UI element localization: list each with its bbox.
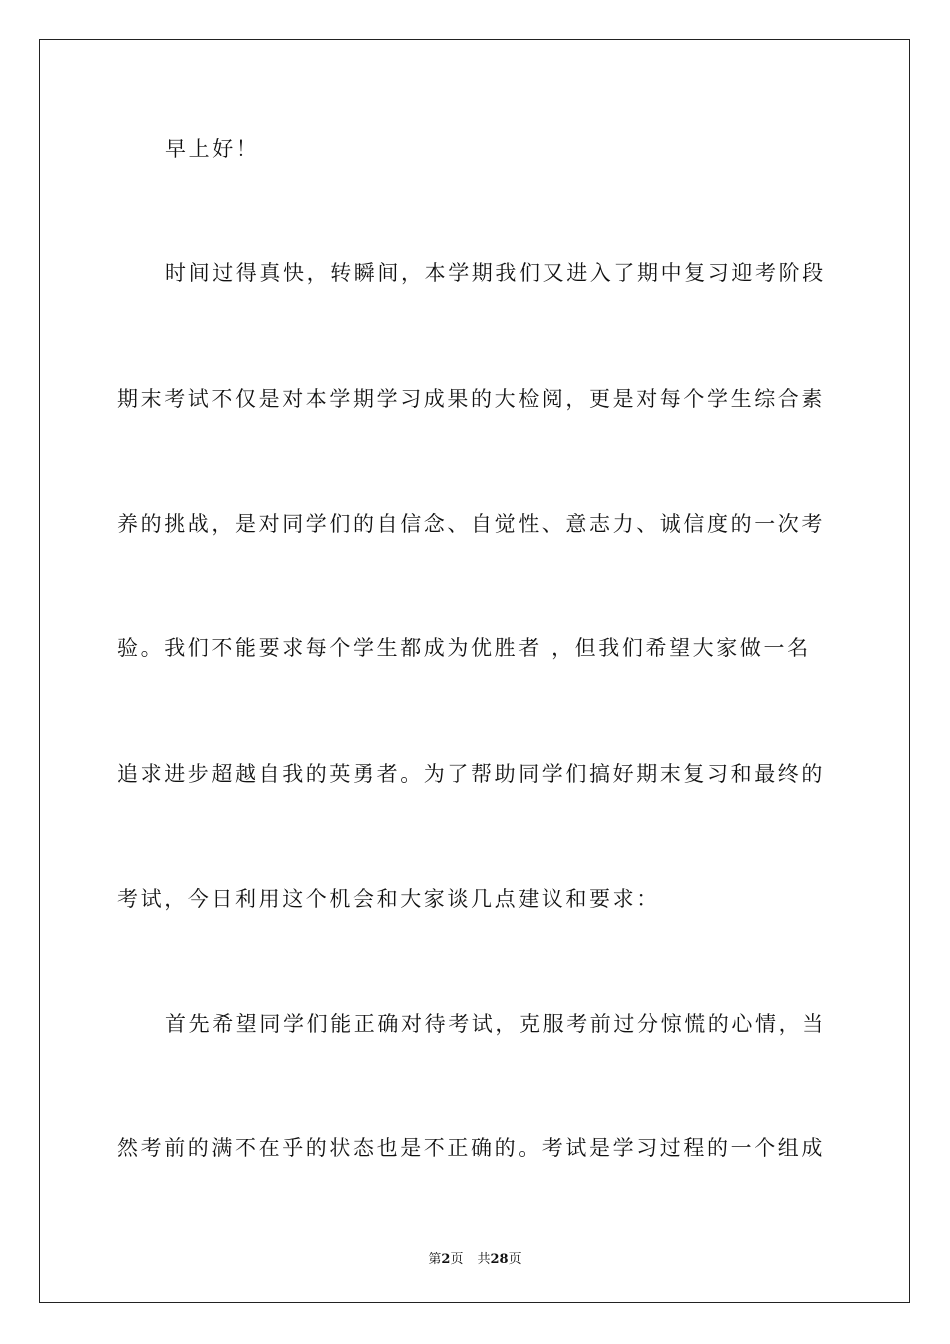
- total-pages: 28: [490, 1252, 509, 1267]
- greeting-line: 早上好！: [165, 137, 260, 161]
- paragraph-line: 然考前的满不在乎的状态也是不正确的。考试是学习过程的一个组成: [117, 1136, 825, 1160]
- paragraph-line: 期末考试不仅是对本学期学习成果的大检阅，更是对每个学生综合素: [117, 387, 825, 411]
- page-number: 2: [441, 1252, 451, 1267]
- page-prefix: 第: [428, 1252, 442, 1267]
- page-footer: [0, 1248, 950, 1267]
- paragraph-line: 首先希望同学们能正确对待考试，克服考前过分惊慌的心情，当: [165, 1012, 826, 1036]
- paragraph-line: 养的挑战，是对同学们的自信念、自觉性、意志力、诚信度的一次考: [117, 512, 825, 536]
- paragraph-line: 考试，今日利用这个机会和大家谈几点建议和要求：: [117, 887, 660, 911]
- page-suffix: 页: [450, 1252, 464, 1267]
- page-border: [39, 39, 910, 1303]
- paragraph-line: 时间过得真快，转瞬间，本学期我们又进入了期中复习迎考阶段: [165, 261, 826, 285]
- total-prefix: 共: [477, 1252, 491, 1267]
- total-suffix: 页: [508, 1252, 522, 1267]
- paragraph-line: 追求进步超越自我的英勇者。为了帮助同学们搞好期末复习和最终的: [117, 762, 825, 786]
- paragraph-line: 验。我们不能要求每个学生都成为优胜者 ，但我们希望大家做一名: [117, 636, 811, 660]
